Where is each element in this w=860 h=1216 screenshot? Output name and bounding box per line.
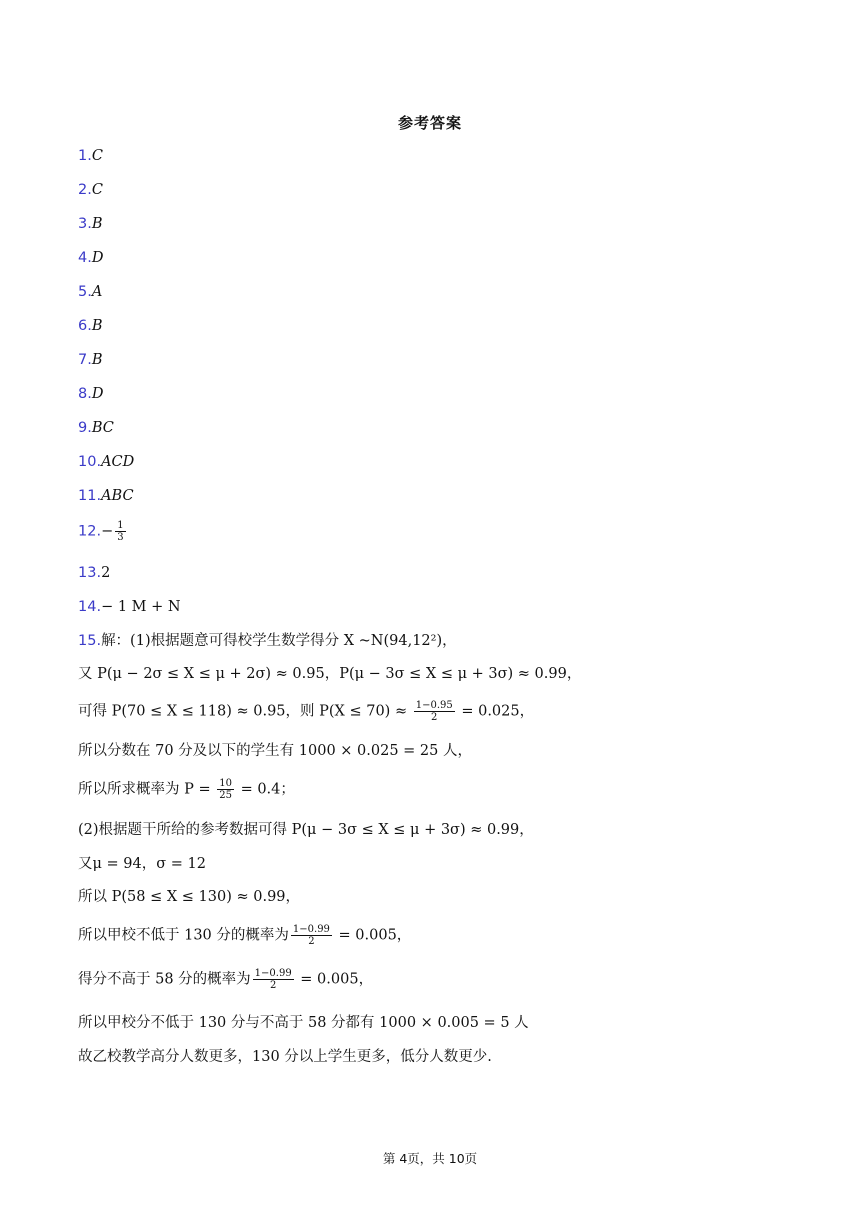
- solution-line-8: 所以 P(58 ≤ X ≤ 130) ≈ 0.99，: [78, 889, 301, 905]
- fraction: $\frac{1}{3}$: [117, 520, 124, 543]
- answer-2: 2.C: [78, 182, 103, 198]
- solution-line-11: 所以甲校分不低于 130 分与不高于 58 分都有 1000 × 0.005 = 5 人: [78, 1015, 529, 1031]
- solution-line-5: 所以所求概率为 P = $\frac{10}{25}$ = 0.4；: [78, 778, 295, 801]
- fraction: $\frac{1-0.99}{2}$: [292, 924, 330, 947]
- answer-4: 4.D: [78, 250, 104, 266]
- solution-line-6: (2)根据题干所给的参考数据可得 P(μ − 3σ ≤ X ≤ μ + 3σ) ≈ 0.99，: [78, 822, 534, 838]
- answer-11: 11.ABC: [78, 488, 134, 504]
- answer-3: 3.B: [78, 216, 103, 232]
- answer-8: 8.D: [78, 386, 104, 402]
- page-title: 参考答案: [397, 114, 462, 132]
- answer-14: 14.− 1 M + N: [78, 599, 181, 615]
- solution-line-1: 15.解：(1)根据题意可得校学生数学得分 X ~N(94,12²)，: [78, 633, 457, 649]
- answer-5: 5.A: [78, 284, 103, 300]
- solution-line-7: 又μ = 94，σ = 12: [78, 856, 206, 872]
- answer-12: 12.− $\frac{1}{3}$: [78, 520, 124, 543]
- solution-line-2: 又 P(μ − 2σ ≤ X ≤ μ + 2σ) ≈ 0.95，P(μ − 3σ ≤ X ≤ μ + 3σ) ≈ 0.99，: [78, 666, 582, 682]
- answer-13: 13.2: [78, 565, 111, 581]
- answer-6: 6.B: [78, 318, 103, 334]
- solution-line-10: 得分不高于 58 分的概率为 $\frac{1-0.99}{2}$ = 0.005，: [78, 968, 374, 991]
- fraction: $\frac{1-0.95}{2}$: [415, 700, 453, 723]
- fraction: $\frac{10}{25}$: [219, 778, 232, 801]
- page-footer: 第 4页，共 10页: [382, 1151, 478, 1166]
- solution-line-4: 所以分数在 70 分及以下的学生有 1000 × 0.025 = 25 人，: [78, 743, 472, 759]
- solution-line-9: 所以甲校不低于 130 分的概率为 $\frac{1-0.99}{2}$ = 0.005，: [78, 924, 412, 947]
- solution-line-3: 可得 P(70 ≤ X ≤ 118) ≈ 0.95，则 P(X ≤ 70) ≈ $\frac{1-0.95}{2}$ = 0.025，: [78, 700, 535, 723]
- answer-1: 1.C: [78, 148, 103, 164]
- answer-10: 10.ACD: [78, 454, 135, 470]
- fraction: $\frac{1-0.99}{2}$: [254, 968, 292, 991]
- answer-9: 9.BC: [78, 420, 114, 436]
- answer-7: 7.B: [78, 352, 103, 368]
- solution-line-12: 故乙校教学高分人数更多，130 分以上学生更多，低分人数更少.: [78, 1049, 492, 1065]
